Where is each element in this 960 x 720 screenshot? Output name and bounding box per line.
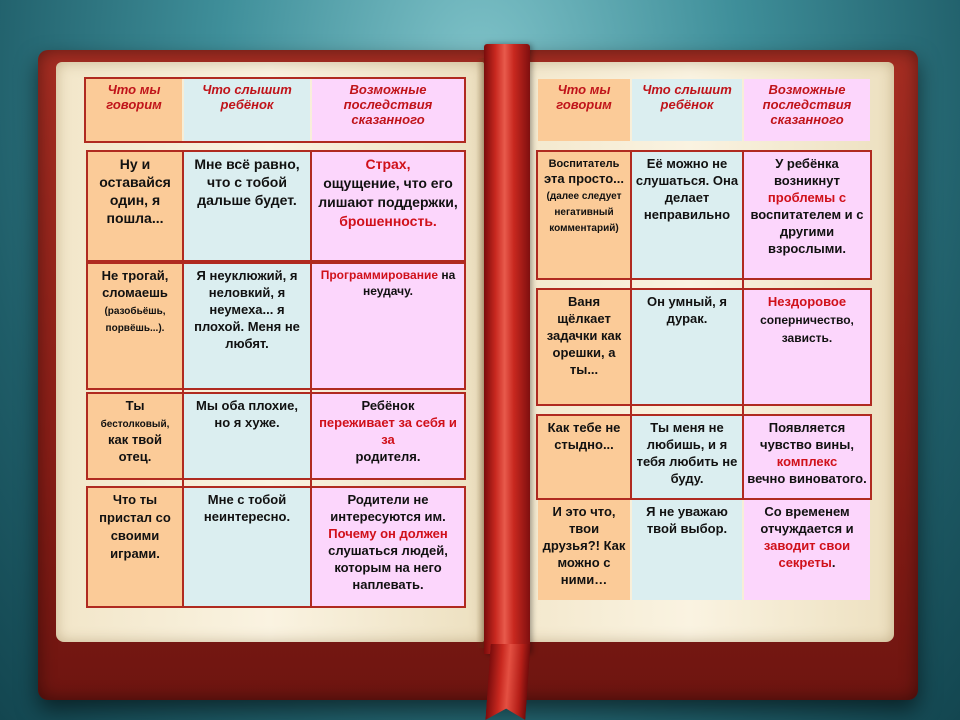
consequences-text: У ребёнка возникнут <box>773 156 840 188</box>
consequences-highlight: Страх, <box>365 156 411 172</box>
consequences-text: вечно виноватого. <box>747 471 867 486</box>
consequences-highlight: заводит свои секреты <box>763 538 851 570</box>
consequences-highlight: Почему он должен <box>328 526 448 541</box>
left-row1-said <box>88 152 182 260</box>
left-row2-said <box>88 264 182 388</box>
heard-text: Я не уважаю твой выбор. <box>646 504 728 536</box>
right-row3-heard <box>632 416 742 498</box>
header-consequences-text: Возможные последствия сказанного <box>343 82 433 127</box>
said-text: Ты <box>125 398 145 413</box>
header-said-text: Что мы говорим <box>106 82 162 112</box>
consequences-text: соперничество, зависть. <box>760 313 854 345</box>
left-header-heard <box>184 79 310 141</box>
left-row3-consequences <box>312 394 464 478</box>
ribbon-body <box>484 44 530 654</box>
said-text: эта просто... <box>544 171 624 186</box>
left-row4-consequences <box>312 488 464 606</box>
consequences-highlight: проблемы с <box>767 190 847 205</box>
right-row3-said <box>538 416 630 498</box>
consequences-text: . <box>831 555 836 570</box>
consequences-highlight: переживает за себя и за <box>319 415 457 447</box>
said-text: Не трогай, сломаешь <box>101 268 169 300</box>
right-header-heard <box>632 79 742 141</box>
said-text: И это что, твои друзья?! Как можно с ними… <box>542 504 626 587</box>
consequences-highlight: Программирование <box>320 268 438 282</box>
right-row2-consequences <box>744 290 870 404</box>
right-header-said <box>538 79 630 141</box>
left-row4-heard <box>184 488 310 606</box>
right-column-divider <box>630 150 632 500</box>
right-column-divider <box>742 150 744 500</box>
said-text: Ваня щёлкает задачки как орешки, а ты... <box>546 294 622 377</box>
said-small-text: (далее следует негативный комментарий) <box>546 191 622 234</box>
right-row1-consequences <box>744 152 870 278</box>
consequences-highlight: Нездоровое <box>767 294 847 309</box>
right-header-consequences <box>744 79 870 141</box>
left-header-consequences <box>312 79 464 141</box>
left-row1-consequences <box>312 152 464 260</box>
heard-text: Ты меня не любишь, и я тебя любить не буду. <box>636 420 738 486</box>
consequences-text: родителя. <box>355 449 421 464</box>
header-heard-text: Что слышит ребёнок <box>642 82 732 112</box>
bookmark-ribbon <box>484 44 530 720</box>
said-text: как твой отец. <box>108 432 162 464</box>
consequences-text: воспитателем и с другими взрослыми. <box>750 207 864 256</box>
consequences-text: Родители не интересуются им. <box>330 492 446 524</box>
right-row4-heard <box>632 500 742 600</box>
consequences-text: слушаться людей, которым на него наплевать. <box>328 543 448 592</box>
said-text: Воспитатель <box>548 158 620 170</box>
header-consequences-text: Возможные последствия сказанного <box>762 82 852 127</box>
heard-text: Я неуклюжий, я неловкий, я неумеха... я плохой. Меня не любят. <box>194 268 300 351</box>
said-small-text: бестолковый, <box>100 419 170 430</box>
consequences-text: на неудачу. <box>362 268 456 298</box>
heard-text: Мы оба плохие, но я хуже. <box>196 398 298 430</box>
left-row4-said <box>88 488 182 606</box>
consequences-text: ощущение, что его лишают поддержки, <box>318 175 458 210</box>
consequences-highlight: брошенность. <box>339 213 437 229</box>
left-row3-said <box>88 394 182 478</box>
heard-text: Он умный, я дурак. <box>646 294 727 326</box>
left-row2-heard <box>184 264 310 388</box>
consequences-text: Ребёнок <box>361 398 415 413</box>
left-column-divider <box>310 150 312 608</box>
header-heard-text: Что слышит ребёнок <box>202 82 292 112</box>
right-row1-said <box>538 152 630 278</box>
ribbon-tail <box>485 644 530 720</box>
heard-text: Мне с тобой неинтересно. <box>203 492 291 524</box>
header-said-text: Что мы говорим <box>556 82 612 112</box>
said-text: Как тебе не стыдно... <box>547 420 621 452</box>
left-row3-heard <box>184 394 310 478</box>
said-text: Что ты пристал со своими играми. <box>99 492 171 561</box>
said-text: Ну и оставайся один, я пошла... <box>99 156 171 226</box>
left-column-divider <box>182 150 184 608</box>
right-row2-heard <box>632 290 742 404</box>
consequences-highlight: комплекс <box>776 454 838 469</box>
right-row1-heard <box>632 152 742 278</box>
heard-text: Её можно не слушаться. Она делает неправильно <box>635 156 739 222</box>
right-row2-said <box>538 290 630 404</box>
right-row4-consequences <box>744 500 870 600</box>
left-row2-consequences <box>312 264 464 388</box>
left-row1-heard <box>184 152 310 260</box>
right-row4-said <box>538 500 630 600</box>
consequences-text: Появляется чувство вины, <box>760 420 854 452</box>
consequences-text: Со временем отчуждается и <box>760 504 854 536</box>
right-row3-consequences <box>744 416 870 498</box>
said-small-text: (разобьёшь, порвёшь...). <box>104 306 166 334</box>
heard-text: Мне всё равно, что с тобой дальше будет. <box>194 156 300 208</box>
left-header-said <box>86 79 182 141</box>
